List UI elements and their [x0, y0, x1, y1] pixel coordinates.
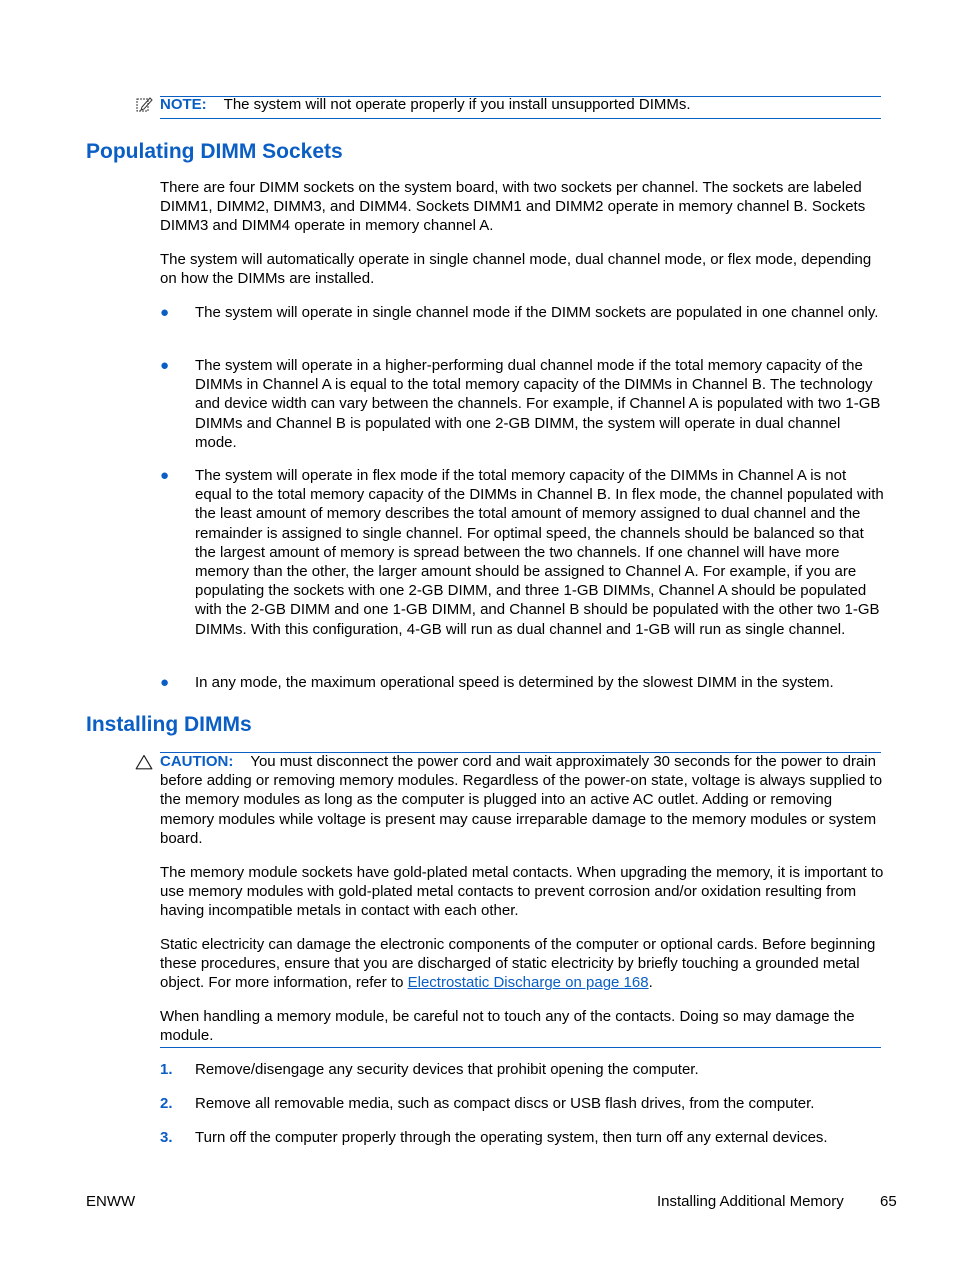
- bullet-icon: ●: [160, 467, 170, 484]
- caution-triangle-icon: [135, 754, 153, 770]
- step-text: Turn off the computer properly through the operating system, then turn off any external devices.: [195, 1129, 828, 1146]
- caution-bottom-rule: [160, 1047, 881, 1048]
- note-label: NOTE:: [160, 96, 207, 113]
- paragraph-channel-modes: The system will automatically operate in single channel mode, dual channel mode, or flex mode, depending on how the DIMMs are installed.: [160, 251, 872, 288]
- static-text: Static electricity can damage the electronic components of the computer or optional cards. Before beginning these procedures, ensure that you are discharged of static electricity by briefly touching a grounded metal object. For more information, refer to: [160, 936, 876, 992]
- caution-label: CAUTION:: [160, 753, 234, 770]
- bullet-icon: ●: [160, 304, 170, 321]
- paragraph-dimm-sockets: There are four DIMM sockets on the system board, with two sockets per channel. The sockets are labeled DIMM1, DIMM2, DIMM3, and DIMM4. Sockets DIMM1 and DIMM2 operate in memory channel B. Sockets DIMM3 and DIMM4 operate in memory channel A.: [160, 179, 866, 235]
- paragraph-gold-contacts: The memory module sockets have gold-plated metal contacts. When upgrading the memory, it is important to use memory modules with gold-plated metal contacts to prevent corrosion and/or oxidation resulting from having incompatible metals in contact with each other.: [160, 864, 884, 920]
- bullet-text: The system will operate in flex mode if the total memory capacity of the DIMMs in Channel A is not equal to the total memory capacity of the DIMMs in Channel B. In flex mode, the channel populated with the least amount of memory describes the total amount of memory assigned to dual channel and the remainder is assigned to single channel. For optimal speed, the channels should be balanced so that the largest amount of memory is spread between the two channels. If one channel will have more memory than the other, the larger amount should be assigned to Channel A. For example, if you are populating the sockets with one 2-GB DIMM, and three 1-GB DIMMs, Channel A should be populated with the 2-GB DIMM and one 1-GB DIMM, and Channel B should be populated with the other two 1-GB DIMMs. With this configuration, 4-GB will run as dual channel and 1-GB will run as single channel.: [195, 467, 884, 638]
- footer-page-number: 65: [880, 1193, 897, 1210]
- note-callout: [160, 95, 691, 114]
- static-text-end: .: [648, 974, 653, 992]
- caution-text: You must disconnect the power cord and wait approximately 30 seconds for the power to drain before adding or removing memory modules. Regardless of the power-on state, voltage is always supplied to the memory modules as long as the computer is plugged into an active AC outlet. Adding or removing memory modules while voltage is present may cause irreparable damage to the memory modules or system board.: [160, 753, 883, 847]
- caution-callout: [160, 752, 884, 848]
- bullet-text: The system will operate in single channel mode if the DIMM sockets are populated in one channel only.: [195, 304, 879, 321]
- paragraph-static-electricity: [160, 935, 884, 993]
- section-heading-installing: Installing DIMMs: [86, 713, 252, 736]
- footer-left: ENWW: [86, 1193, 136, 1210]
- bullet-text: The system will operate in a higher-performing dual channel mode if the total memory capacity of the DIMMs in Channel A is equal to the total memory capacity of the DIMMs in Channel B. The technology and device width can vary between the channels. For example, if Channel A is populated with two 1-GB DIMMs and Channel B is populated with one 2-GB DIMM, the system will operate in dual channel mode.: [195, 357, 881, 451]
- note-pencil-icon: [136, 96, 153, 113]
- footer-chapter-title: Installing Additional Memory: [657, 1193, 844, 1210]
- step-number: 2.: [160, 1095, 173, 1112]
- note-text: The system will not operate properly if you install unsupported DIMMs.: [223, 96, 691, 113]
- bullet-icon: ●: [160, 674, 170, 691]
- step-text: Remove/disengage any security devices that prohibit opening the computer.: [195, 1061, 699, 1078]
- bullet-icon: ●: [160, 357, 170, 374]
- step-text: Remove all removable media, such as compact discs or USB flash drives, from the computer.: [195, 1095, 815, 1112]
- bullet-text: In any mode, the maximum operational speed is determined by the slowest DIMM in the system.: [195, 674, 834, 691]
- paragraph-handling-module: When handling a memory module, be careful not to touch any of the contacts. Doing so may damage the module.: [160, 1008, 855, 1045]
- step-number: 1.: [160, 1061, 173, 1078]
- step-number: 3.: [160, 1129, 173, 1146]
- esd-reference-link[interactable]: Electrostatic Discharge on page 168: [407, 974, 649, 992]
- section-heading-populating: Populating DIMM Sockets: [86, 140, 343, 163]
